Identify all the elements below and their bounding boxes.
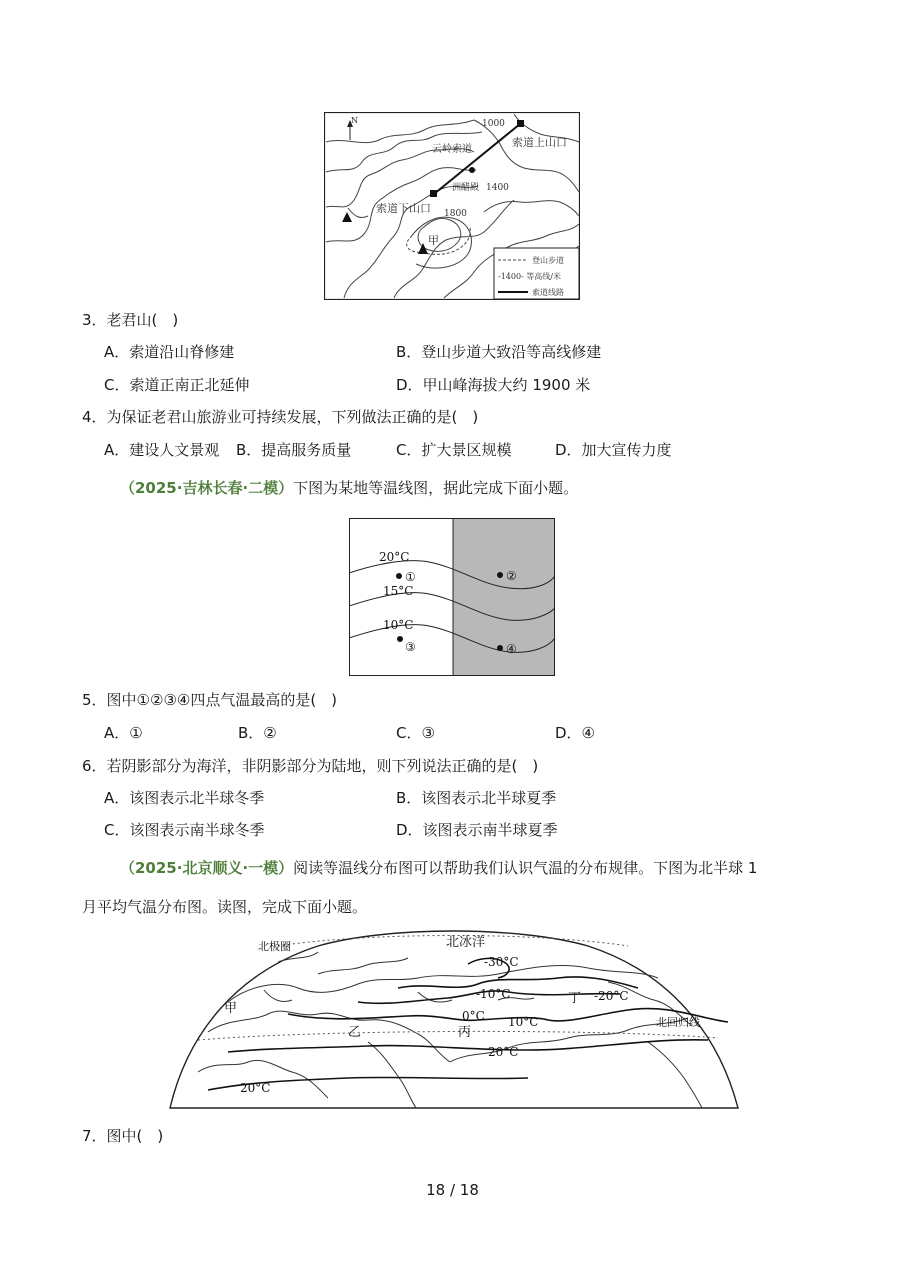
point-yi: 乙 [348,1025,362,1040]
intro-changchun [120,478,578,498]
isotherm-minus10: -10°C [476,987,511,1001]
intro-text: 下图为某地等温线图，据此完成下面小题。 [293,479,579,497]
isotherm-15: 15°C [383,584,414,598]
q3-option-d[interactable]: D．甲山峰海拔大约 1900 米 [396,376,591,394]
tropic-label: 北回归线 [656,1016,700,1029]
arctic-circle-label: 北极圈 [258,940,291,953]
cable-upper-label: 索道上山口 [512,136,567,149]
january-isotherm-world-map [168,922,740,1112]
cable-lower-label: 索道下山口 [376,202,431,215]
q3-option-a[interactable]: A．索道沿山脊修建 [104,343,235,361]
intro-shunyi [120,858,757,878]
isotherm-20-east: 20°C [488,1045,519,1059]
source-tag: （2025·吉林长春·二模） [120,479,294,497]
laojun-contour-map [324,112,580,300]
intro-shunyi-line2: 月平均气温分布图。读图，完成下面小题。 [82,898,368,916]
q3-option-b[interactable]: B．登山步道大致沿等高线修建 [396,343,602,361]
intro-text: 阅读等温线分布图可以帮助我们认识气温的分布规律。下图为北半球 1 [293,859,758,877]
isotherm-20-west: 20°C [240,1081,271,1095]
point-bing: 丙 [458,1025,472,1040]
question-3-stem: 3．老君山( ) [82,311,179,329]
point-ding: 丁 [568,991,582,1006]
isotherm-minus30: -30°C [484,955,519,969]
q6-option-c[interactable]: C．该图表示南半球冬季 [104,821,265,839]
q3-option-c[interactable]: C．索道正南正北延伸 [104,376,250,394]
q4-option-a[interactable]: A．建设人文景观 [104,441,220,459]
point-4: ④ [506,642,517,656]
q5-option-d[interactable]: D．④ [555,724,595,742]
contour-1000: 1000 [482,119,505,129]
q4-option-c[interactable]: C．扩大景区规模 [396,441,512,459]
peak-jia-label: 甲 [428,234,439,247]
point-2: ② [506,569,517,583]
q5-option-a[interactable]: A．① [104,724,143,742]
point-jia: 甲 [224,1001,238,1016]
question-5-stem: 5．图中①②③④四点气温最高的是( ) [82,691,338,709]
arctic-ocean-label: 北冰洋 [446,935,486,950]
q4-option-d[interactable]: D．加大宣传力度 [555,441,672,459]
point-3: ③ [405,640,416,654]
source-tag: （2025·北京顺义·一模） [120,859,294,877]
contour-1400: 1400 [486,183,509,193]
page-number: 18 / 18 [426,1181,479,1199]
isotherm-minus20: -20°C [594,989,629,1003]
q5-option-c[interactable]: C．③ [396,724,435,742]
question-6-stem: 6．若阴影部分为海洋，非阴影部分为陆地，则下列说法正确的是( ) [82,757,539,775]
legend-contour: -1400- 等高线/米 [498,272,562,281]
isotherm-10: 10°C [508,1015,539,1029]
q6-option-a[interactable]: A．该图表示北半球冬季 [104,789,265,807]
point-1: ① [405,570,416,584]
q6-option-d[interactable]: D．该图表示南半球夏季 [396,821,558,839]
question-4-stem: 4．为保证老君山旅游业可持续发展，下列做法正确的是( ) [82,408,479,426]
isotherm-20: 20°C [379,550,410,564]
question-7-stem: 7．图中( ) [82,1127,164,1145]
north-label: N [351,116,358,125]
legend-trail: 登山步道 [532,256,564,265]
q5-option-b[interactable]: B．② [238,724,277,742]
isotherm-map [349,518,555,676]
isotherm-10: 10°C [383,618,414,632]
cableway-label: 云岭索道 [432,144,472,155]
temple-label: 洲醋殿 [452,183,480,193]
contour-1800: 1800 [444,209,467,219]
legend-cable: 索道线路 [532,288,564,297]
q6-option-b[interactable]: B．该图表示北半球夏季 [396,789,557,807]
isotherm-0: 0°C [462,1009,485,1023]
q4-option-b[interactable]: B．提高服务质量 [236,441,352,459]
